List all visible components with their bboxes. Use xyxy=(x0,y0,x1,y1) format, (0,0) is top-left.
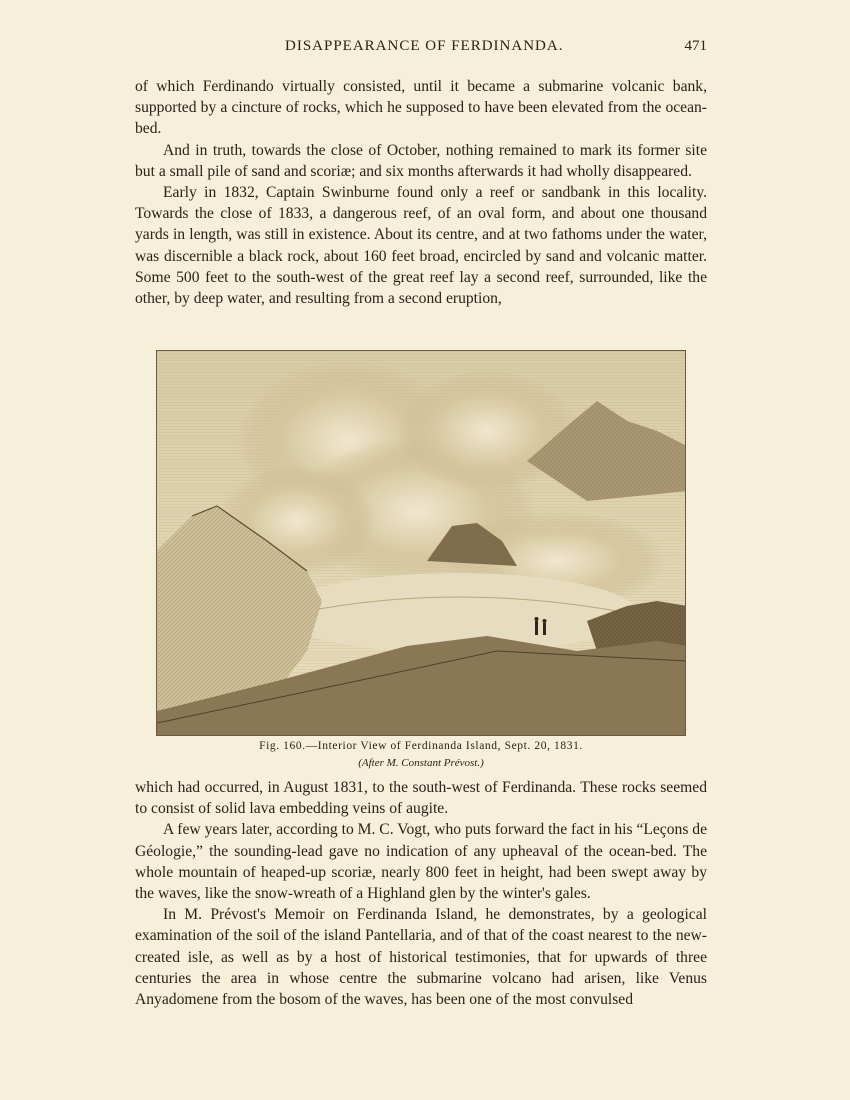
paragraph: which had occurred, in August 1831, to the south-west of Ferdinanda. These rocks seemed to consist of solid lava embedding veins of augite. xyxy=(135,779,707,818)
figure-credit: (After M. Constant Prévost.) xyxy=(358,757,484,769)
running-title: DISAPPEARANCE OF FERDINANDA. xyxy=(285,38,564,54)
page-number: 471 xyxy=(684,38,707,54)
running-head xyxy=(135,38,707,58)
text-block-bottom xyxy=(135,777,707,1010)
paragraph: A few years later, according to M. C. Vogt, who puts forward the fact in his “Leçons de Géologie,” the sounding-lead gave no indication of any upheaval of the ocean-bed. The whole mountain of heaped-up scoriæ, nearly 800 feet in height, had been swept away by the waves, like the snow-wreath of a Highland glen by the winter's gales. xyxy=(135,821,708,903)
paragraph: And in truth, towards the close of October, nothing remained to mark its former site but a small pile of sand and scoriæ; and six months afterwards it had wholly disappeared. xyxy=(135,141,707,180)
engraving-illustration xyxy=(156,350,686,736)
text-block-top xyxy=(135,76,707,309)
figure-caption: Fig. 160.—Interior View of Ferdinanda Island, Sept. 20, 1831. xyxy=(259,740,583,752)
paragraph: of which Ferdinando virtually consisted, until it became a submarine volcanic bank, supported by a cincture of rocks, which he supposed to have been elevated from the ocean-bed. xyxy=(135,78,707,138)
paragraph: Early in 1832, Captain Swinburne found only a reef or sandbank in this locality. Towards the close of 1833, a dangerous reef, of an oval form, and about one thousand yards in length, was still in existence. About its centre, and at two fathoms under the water, was discernible a black rock, about 160 feet broad, encircled by sand and volcanic matter. Some 500 feet to the south-west of the great reef lay a second reef, surrounded, like the other, by deep water, and resulting from a second eruption, xyxy=(135,184,707,308)
paragraph: In M. Prévost's Memoir on Ferdinanda Island, he demonstrates, by a geological examination of the soil of the island Pantellaria, and of that of the coast nearest to the new-created isle, as well as by a host of historical testimonies, that for upwards of three centuries the area in whose centre the submarine volcano had arisen, like Venus Anyadomene from the bosom of the waves, has been one of the most convulsed xyxy=(135,906,707,1009)
